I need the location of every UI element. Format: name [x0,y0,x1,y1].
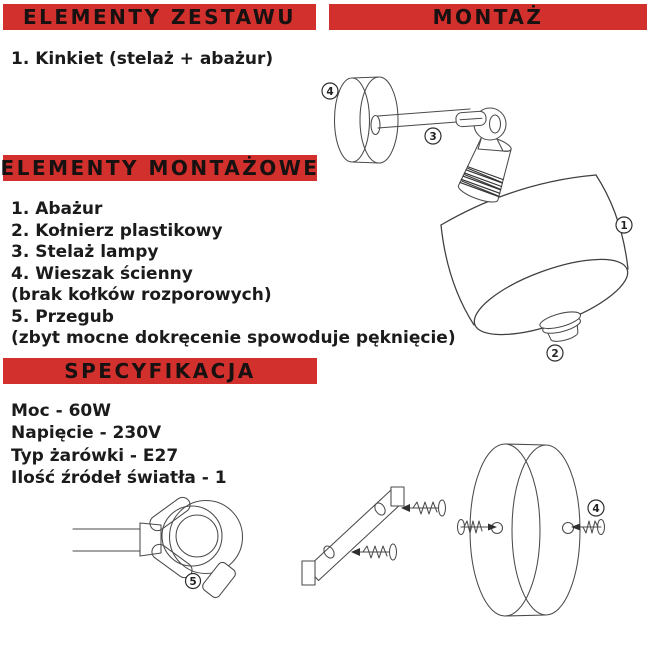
part-label-wall-mount-detail [588,500,604,516]
bracket-screws-diagram [295,460,455,625]
wall-mount-disc [335,77,399,163]
svg-text:2: 2 [551,348,559,360]
screw-icon [351,544,397,560]
list-item: 3. Stelaż lampy [11,242,159,262]
screw-icon [458,520,498,535]
joint-detail-diagram [60,493,260,633]
list-item: 5. Przegub [11,306,114,327]
screw-hole [563,523,574,534]
lamp-arm [73,523,161,556]
list-item-note: (zbyt mocne dokręcenie spowoduje pęknięcie) [11,328,456,348]
list-item: 4. Wieszak ścienny [11,263,193,284]
list-item: 2. Kołnierz plastikowy [11,220,223,241]
lampshade [441,175,636,350]
spec-item: Moc - 60W [11,401,111,421]
tightening-knob [201,560,238,599]
part-label-collar [547,345,563,361]
svg-text:5: 5 [189,576,197,588]
part-label-joint [186,574,201,589]
spec-item: Typ żarówki - E27 [11,445,179,466]
part-label-wall-mount [322,83,338,99]
spec-item: Napięcie - 230V [11,423,162,444]
spec-item: Ilość źródeł światła - 1 [11,468,227,489]
section-header-montage [329,4,647,30]
ball-joint [456,108,506,140]
screw-icon [571,520,605,535]
joint-ball [162,501,243,574]
section-header-mounting-elements-label: ELEMENTY MONTAŻOWE [0,156,320,180]
section-header-kit [3,4,316,30]
plastic-collar [538,309,586,346]
specification-list [11,400,227,490]
wall-ring-mounting-diagram [450,435,650,653]
list-item: 1. Abażur [11,199,103,219]
kit-list-item: 1. Kinkiet (stelaż + abażur) [11,49,274,69]
svg-text:3: 3 [429,131,437,143]
section-header-montage-label: MONTAŻ [432,5,544,29]
part-label-shade [616,217,632,233]
list-item-note: (brak kołków rozporowych) [11,285,272,305]
part-label-arm [425,128,441,144]
montage-assembly-diagram [315,60,650,370]
section-header-mounting-elements [0,155,320,181]
section-header-kit-label: ELEMENTY ZESTAWU [23,5,296,29]
svg-text:1: 1 [620,220,628,232]
mounting-bracket [302,487,404,585]
screw-icon [401,500,446,516]
section-header-specification-label: SPECYFIKACJA [64,359,256,383]
section-header-specification [3,358,317,384]
mounting-ring [470,444,580,616]
svg-text:4: 4 [592,503,600,515]
svg-text:4: 4 [326,86,334,98]
